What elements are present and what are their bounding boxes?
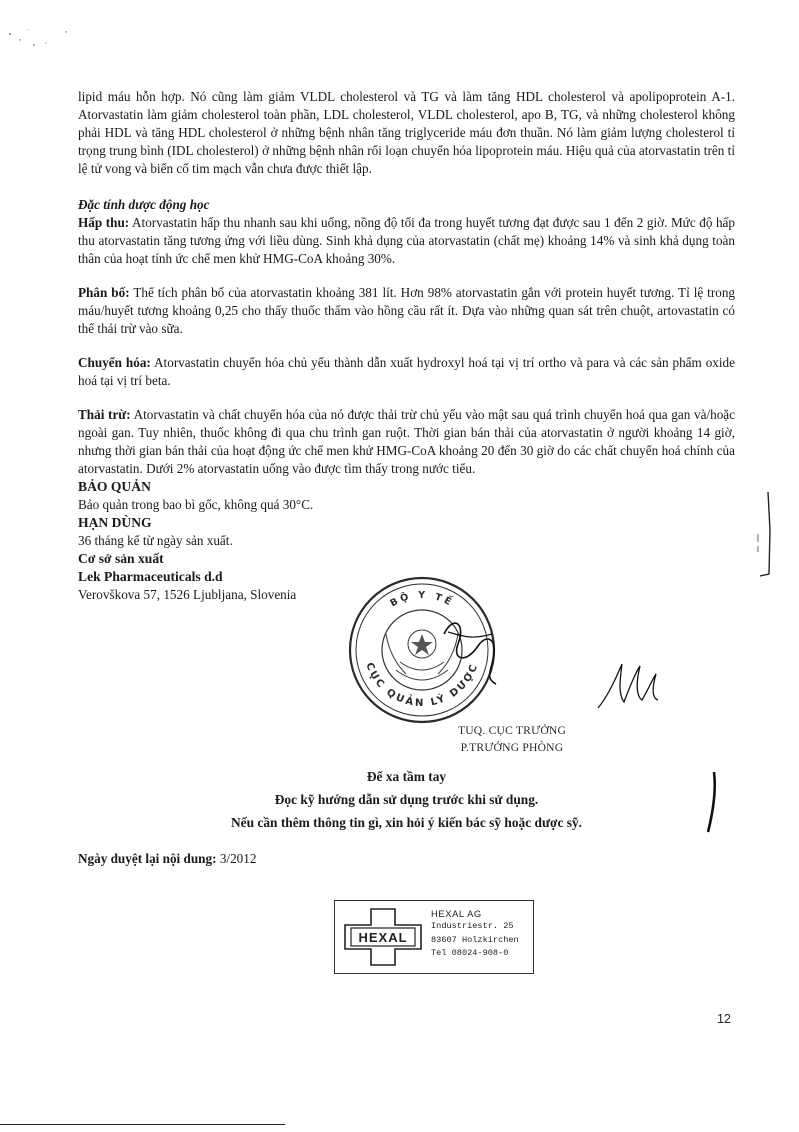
manufacturer-address: Verovškova 57, 1526 Ljubljana, Slovenia [78, 587, 297, 602]
company-stamp [334, 900, 534, 974]
page-number: 12 [717, 1012, 731, 1026]
stamp-street: Industriestr. 25 [431, 921, 514, 932]
approval-date [78, 851, 256, 867]
stamp-city: 83607 Holzkirchen [431, 934, 519, 945]
official-seal [346, 574, 498, 726]
distribution-paragraph [78, 284, 735, 338]
notice-keep-away: Để xa tầm tay [366, 769, 447, 784]
distribution-text: Thể tích phân bố của atorvastatin khoảng 381 lít. Hơn 98% atorvastatin gắn với protein huyết tương. Tỉ lệ trong máu/huyết tương khoảng 0,25 cho thấy thuốc thấm vào hồng cầu rất ít. Dựa vào những quan sát trên chuột, artovastatin có thể thải trừ vào sữa. [78, 285, 736, 336]
intro-paragraph: lipid máu hỗn hợp. Nó cũng làm giảm VLDL cholesterol và TG và làm tăng HDL cholesterol và apolipoprotein A-1. Atorvastatin làm giảm cholesterol toàn phần, LDL cholesterol, VLDL cholesterol, apo B, TG, và những cholesterol không phải HDL và tăng HDL cholesterol ở những bệnh nhân tăng triglyceride máu đơn thuần. Nó làm giảm lượng cholesterol tỉ trọng trung bình (IDL cholesterol) ở những bệnh nhân rối loạn chuyển hóa lipoprotein máu. Hiệu quả của atorvastatin trên tỉ lệ tử vong và biến cố tim mạch vẫn chưa được thiết lập. [78, 89, 735, 176]
hexal-logo-text: HEXAL [358, 930, 408, 945]
footer-rule [0, 1124, 285, 1125]
manufacturer-heading: Cơ sở sản xuất [78, 551, 164, 566]
notice-read-instructions: Đọc kỹ hướng dẫn sử dụng trước khi sử dụng. [274, 792, 539, 807]
scan-specks [6, 26, 76, 56]
main-content [78, 88, 735, 604]
storage-text: Bảo quản trong bao bì gốc, không quá 30°C. [78, 497, 314, 512]
expiry-heading: HẠN DÙNG [78, 515, 152, 530]
stamp-company-name: HEXAL AG [431, 908, 482, 919]
absorption-text: Atorvastatin hấp thu nhanh sau khi uống, nồng độ tối đa trong huyết tương đạt được sau 1 đến 2 giờ. Mức độ hấp thu atorvastatin tăng tương ứng với liều dùng. Sinh khả dụng của atorvastatin (chất mẹ) khoảng 14% và sinh khả dụng toàn thân của hoạt tính ức chế men khử HMG-CoA khoảng 30%. [78, 215, 736, 266]
storage-heading: BẢO QUẢN [78, 479, 151, 494]
margin-bracket-mark [754, 490, 776, 580]
approval-value: 3/2012 [219, 851, 257, 866]
metabolism-paragraph [78, 354, 735, 390]
stamp-address [431, 907, 519, 961]
handwritten-signature [592, 656, 662, 712]
signature-title-line1: TUQ. CỤC TRƯỞNG [457, 724, 567, 737]
notice-ask-doctor: Nếu cần thêm thông tin gì, xin hỏi ý kiến bác sỹ hoặc dược sỹ. [230, 815, 582, 830]
hexal-logo [343, 907, 423, 967]
signature-title-line2: P.TRƯỞNG PHÒNG [460, 741, 564, 754]
expiry-text: 36 tháng kể từ ngày sản xuất. [78, 533, 233, 548]
elimination-label: Thải trừ: [78, 407, 131, 422]
absorption-label: Hấp thu: [78, 215, 130, 230]
seal-top-text: BỘ Y TẾ [388, 589, 456, 610]
pharmacokinetics-title: Đặc tính dược động học [78, 197, 210, 212]
metabolism-label: Chuyển hóa: [78, 355, 151, 370]
elimination-paragraph [78, 406, 735, 478]
elimination-text: Atorvastatin và chất chuyển hóa của nó được thải trừ chủ yếu vào mật sau quá trình chuyển hoá qua gan và/hoặc ngoài gan. Tuy nhiên, thuốc không đi qua chu trình gan ruột. Thời gian bán thải của atorvastatin ở người khoảng 14 giờ, nhưng thời gian bán thải của hoạt động ức chế men khử HMG-CoA khoảng 20 đến 30 giờ do các chất chuyển hoá chính của atorvastatin. Dưới 2% atorvastatin uống vào được tìm thấy trong nước tiểu. [78, 407, 735, 476]
stamp-phone: Tel 08024-908-0 [431, 948, 509, 959]
distribution-label: Phân bố: [78, 285, 130, 300]
metabolism-text: Atorvastatin chuyển hóa chủ yếu thành dẫn xuất hydroxyl hoá tại vị trí ortho và para và các sản phẩm oxide hoá tại vị trí beta. [78, 355, 735, 388]
approval-label: Ngày duyệt lại nội dung: [78, 851, 217, 866]
pharmacokinetics-heading [78, 196, 735, 214]
seal-ring-text: CỤC QUẢN LÝ DƯỢC [363, 661, 481, 710]
manufacturer-name: Lek Pharmaceuticals d.d [78, 569, 223, 584]
svg-text:BỘ Y TẾ [388, 590, 456, 609]
absorption-paragraph [78, 214, 735, 268]
seal-emblem [386, 630, 458, 680]
